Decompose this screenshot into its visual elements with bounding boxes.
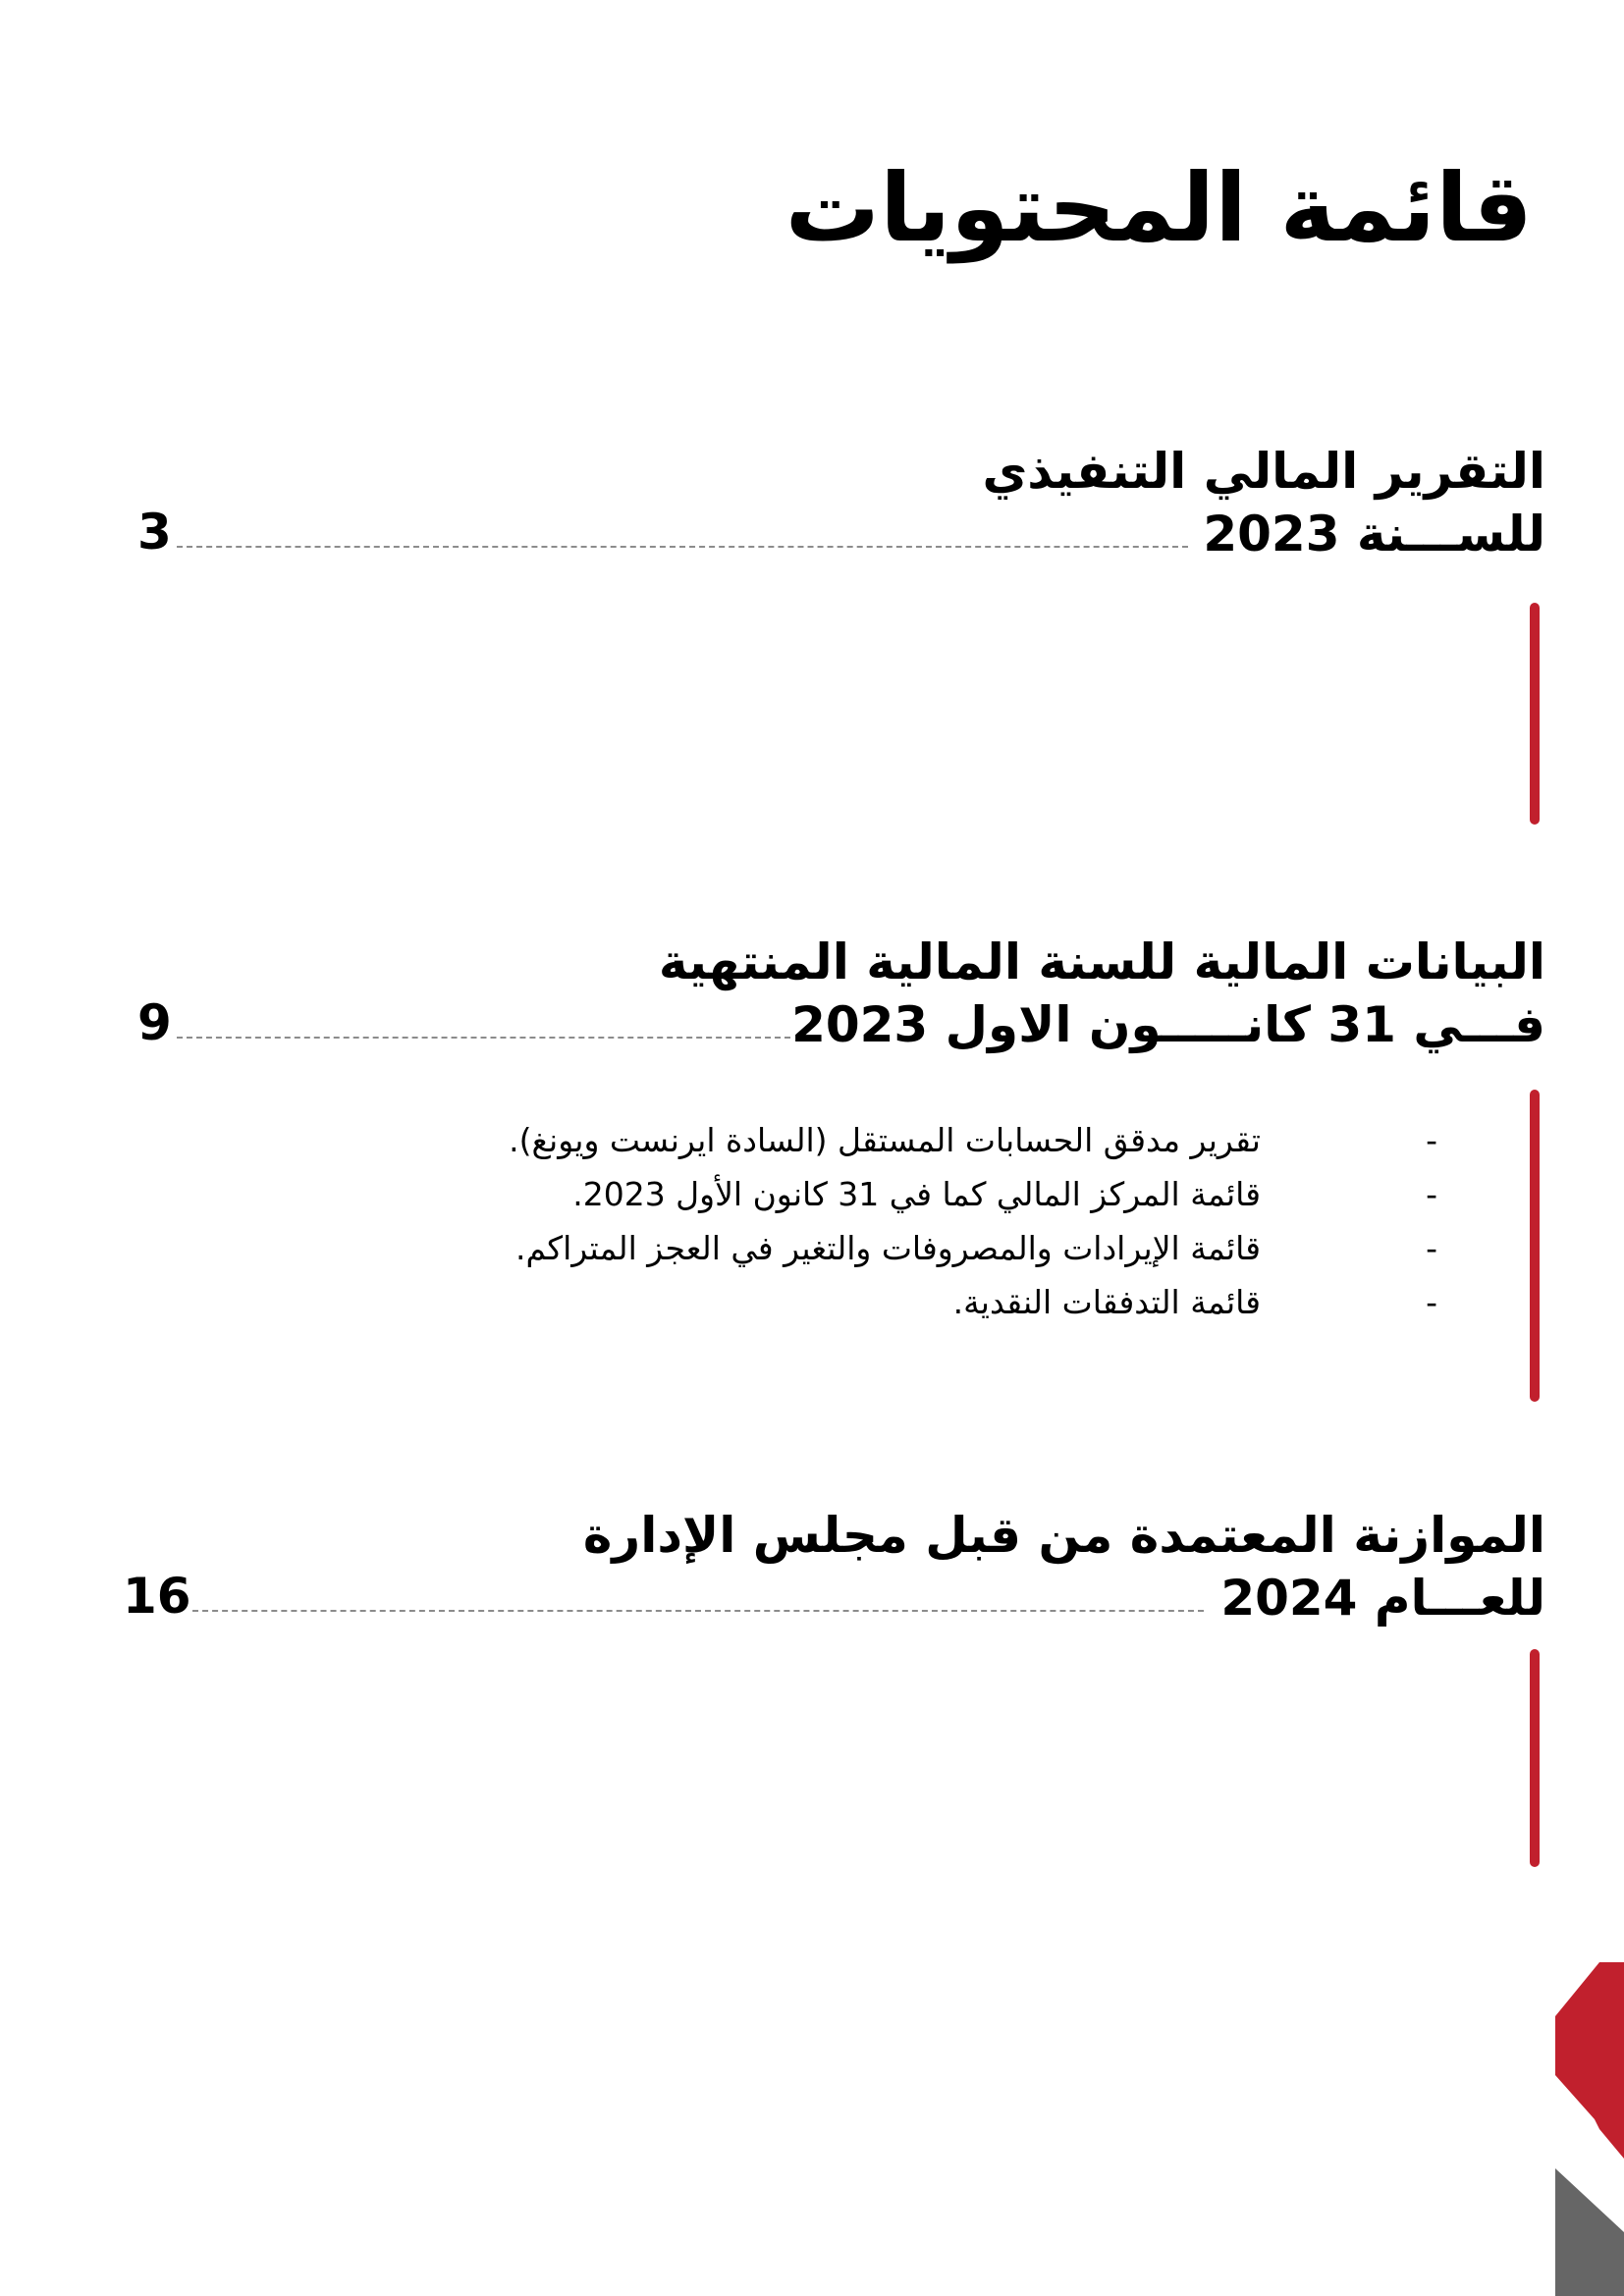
toc-heading-line-1: الموازنة المعتمدة من قبل مجلس الإدارة	[582, 1507, 1545, 1564]
list-item[interactable]	[554, 1167, 1437, 1221]
list-item[interactable]	[509, 1113, 1437, 1167]
financial-statements-sublist	[509, 1113, 1437, 1329]
section-accent-bar	[1530, 1649, 1540, 1867]
toc-page-number[interactable]: 3	[137, 504, 172, 561]
toc-dotted-leader	[177, 546, 1188, 548]
list-item[interactable]	[514, 1221, 1437, 1275]
toc-dotted-leader	[192, 1610, 1204, 1612]
toc-heading-line-1: البيانات المالية للسنة المالية المنتهية	[658, 934, 1545, 990]
toc-heading-line-2: فـــي 31 كانـــــون الاول 2023	[791, 996, 1545, 1053]
toc-page-number[interactable]: 16	[123, 1568, 191, 1625]
list-item-text: تقرير مدقق الحسابات المستقل (السادة ايرنست ويونغ).	[509, 1121, 1261, 1159]
toc-page-number[interactable]: 9	[137, 994, 172, 1051]
corner-decoration	[1555, 1962, 1624, 2296]
list-item-text: قائمة المركز المالي كما في 31 كانون الأول 2023.	[572, 1175, 1261, 1213]
section-accent-bar	[1530, 1090, 1540, 1402]
toc-heading-line-2: للعـــام 2024	[1220, 1570, 1545, 1627]
list-item-text: قائمة الإيرادات والمصروفات والتغير في العجز المتراكم.	[514, 1229, 1261, 1267]
toc-section-heading-financial-statements[interactable]	[659, 931, 1545, 1056]
list-item-dash: -	[1426, 1121, 1437, 1159]
list-item-dash: -	[1426, 1175, 1437, 1213]
section-accent-bar	[1530, 603, 1540, 825]
toc-dotted-leader	[177, 1037, 790, 1039]
list-item[interactable]	[554, 1275, 1437, 1329]
corner-decoration-red-shape	[1555, 1962, 1624, 2159]
page-title: قائمة المحتويات	[785, 153, 1533, 263]
toc-heading-line-1: التقرير المالي التنفيذي	[982, 443, 1545, 500]
corner-decoration-gray-shape	[1555, 2168, 1624, 2296]
toc-heading-line-2: للســـنة 2023	[1203, 506, 1545, 562]
list-item-dash: -	[1426, 1229, 1437, 1267]
list-item-text: قائمة التدفقات النقدية.	[952, 1283, 1261, 1321]
list-item-dash: -	[1426, 1283, 1437, 1321]
